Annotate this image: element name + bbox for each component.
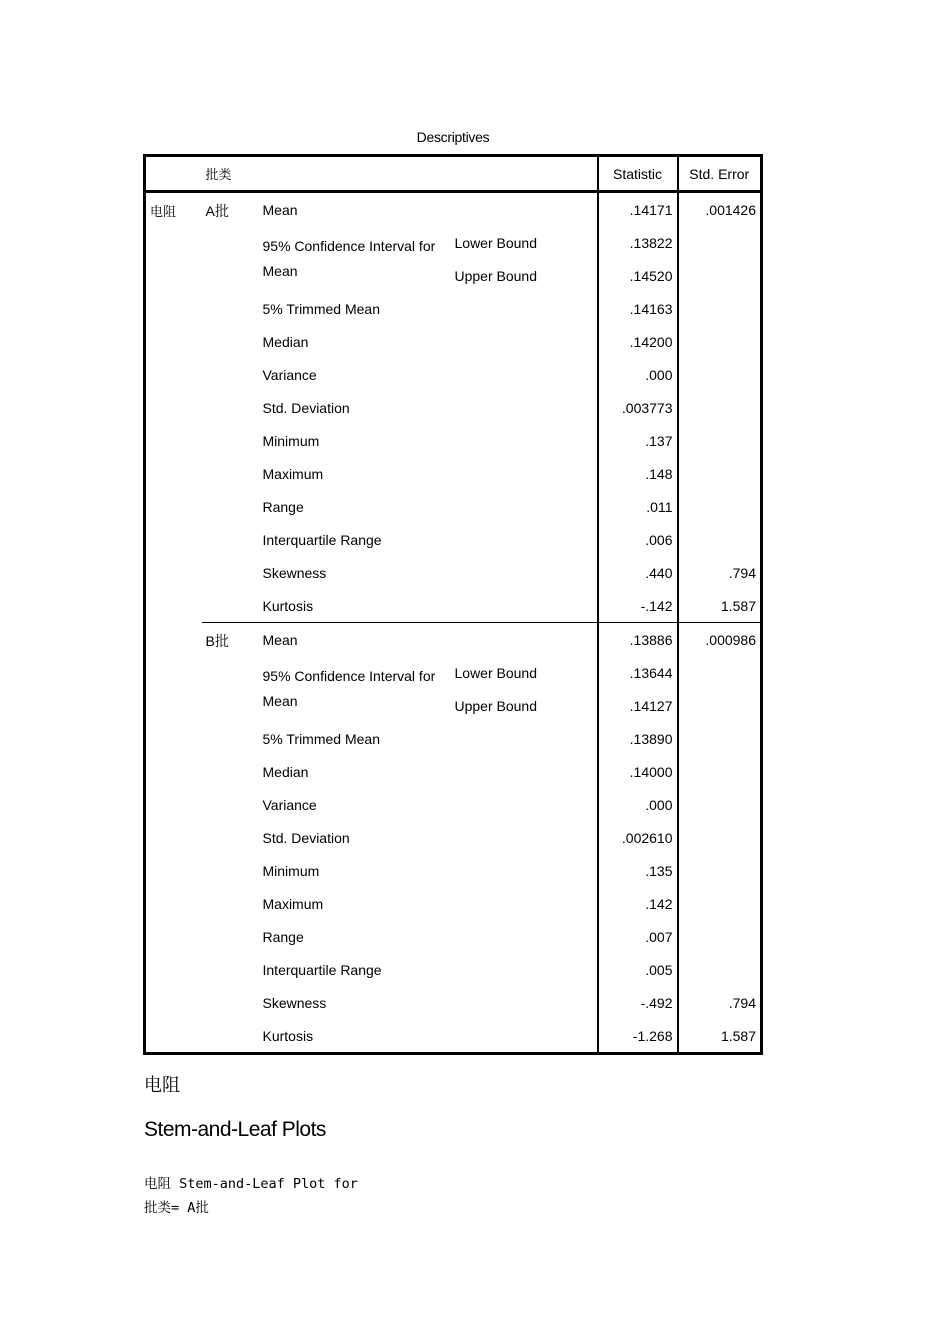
row-label: Median bbox=[262, 333, 309, 350]
table-row bbox=[145, 192, 762, 227]
row-label: Maximum bbox=[262, 465, 324, 482]
variable-label: 电阻 bbox=[150, 205, 177, 220]
std-error-value: .794 bbox=[678, 556, 762, 589]
std-error-value bbox=[678, 953, 762, 986]
row-label: Skewness bbox=[262, 994, 327, 1011]
std-error-value: .000986 bbox=[678, 623, 762, 657]
std-error-value bbox=[678, 523, 762, 556]
statistic-value: .007 bbox=[598, 920, 678, 953]
statistic-value: .440 bbox=[598, 556, 678, 589]
row-label: 5% Trimmed Mean bbox=[262, 300, 380, 317]
statistic-value: -.142 bbox=[598, 589, 678, 623]
statistic-value: .137 bbox=[598, 424, 678, 457]
std-error-value bbox=[678, 788, 762, 821]
header-statistic: Statistic bbox=[598, 156, 678, 192]
row-label: Minimum bbox=[262, 432, 320, 449]
statistic-value: .000 bbox=[598, 358, 678, 391]
statistic-value: .14163 bbox=[598, 292, 678, 325]
std-error-value bbox=[678, 821, 762, 854]
std-error-value bbox=[678, 259, 762, 292]
descriptives-table bbox=[143, 154, 763, 1055]
statistic-value: .003773 bbox=[598, 391, 678, 424]
std-error-value bbox=[678, 490, 762, 523]
statistic-value: .14000 bbox=[598, 755, 678, 788]
std-error-value bbox=[678, 854, 762, 887]
header-group-label: 批类 bbox=[202, 156, 598, 192]
statistic-value: .002610 bbox=[598, 821, 678, 854]
statistic-value: .14520 bbox=[598, 259, 678, 292]
row-label: Interquartile Range bbox=[262, 531, 382, 548]
row-label: Std. Deviation bbox=[262, 399, 350, 416]
row-label: Minimum bbox=[262, 862, 320, 879]
statistic-value: .13644 bbox=[598, 656, 678, 689]
statistic-value: .011 bbox=[598, 490, 678, 523]
table-body bbox=[145, 192, 762, 1054]
statistic-value: .13890 bbox=[598, 722, 678, 755]
std-error-value bbox=[678, 325, 762, 358]
row-label: 5% Trimmed Mean bbox=[262, 730, 380, 747]
ci-label: 95% Confidence Interval for Mean bbox=[262, 238, 436, 279]
statistic-value: .13886 bbox=[598, 623, 678, 657]
row-label: Variance bbox=[262, 796, 317, 813]
std-error-value bbox=[678, 226, 762, 259]
statistic-value: .005 bbox=[598, 953, 678, 986]
std-error-value bbox=[678, 755, 762, 788]
table-row bbox=[145, 623, 762, 657]
table-header-row bbox=[145, 156, 762, 192]
header-std-error: Std. Error bbox=[678, 156, 762, 192]
statistic-value: .135 bbox=[598, 854, 678, 887]
statistic-value: .148 bbox=[598, 457, 678, 490]
std-error-value bbox=[678, 457, 762, 490]
header-empty bbox=[145, 156, 202, 192]
statistic-value: .13822 bbox=[598, 226, 678, 259]
row-label: Kurtosis bbox=[262, 597, 314, 614]
row-label: Variance bbox=[262, 366, 317, 383]
std-error-value bbox=[678, 424, 762, 457]
std-error-value: 1.587 bbox=[678, 1019, 762, 1054]
statistic-value: .142 bbox=[598, 887, 678, 920]
ci-lower-label: Lower Bound bbox=[454, 234, 538, 251]
row-label: Range bbox=[262, 928, 304, 945]
std-error-value bbox=[678, 292, 762, 325]
row-label: Interquartile Range bbox=[262, 961, 382, 978]
section-heading-variable: 电阻 bbox=[144, 1075, 180, 1096]
row-label: Kurtosis bbox=[262, 1027, 314, 1044]
std-error-value bbox=[678, 391, 762, 424]
statistic-value: .000 bbox=[598, 788, 678, 821]
group-label: A批 bbox=[205, 203, 229, 219]
statistic-value: .14127 bbox=[598, 689, 678, 722]
plot-caption-line1: 电阻 Stem-and-Leaf Plot for bbox=[144, 1176, 358, 1192]
std-error-value bbox=[678, 920, 762, 953]
std-error-value: .794 bbox=[678, 986, 762, 1019]
section-heading-plots: Stem-and-Leaf Plots bbox=[144, 1118, 326, 1141]
std-error-value bbox=[678, 887, 762, 920]
row-label: Std. Deviation bbox=[262, 829, 350, 846]
row-label: Mean bbox=[259, 623, 598, 657]
row-label: Skewness bbox=[262, 564, 327, 581]
row-label: Range bbox=[262, 498, 304, 515]
statistic-value: -1.268 bbox=[598, 1019, 678, 1054]
std-error-value bbox=[678, 656, 762, 689]
row-label: Median bbox=[262, 763, 309, 780]
std-error-value bbox=[678, 358, 762, 391]
statistic-value: -.492 bbox=[598, 986, 678, 1019]
ci-upper-label: Upper Bound bbox=[454, 267, 538, 284]
row-label: Mean bbox=[262, 201, 298, 218]
ci-lower-label: Lower Bound bbox=[454, 664, 538, 681]
std-error-value bbox=[678, 689, 762, 722]
group-label: B批 bbox=[202, 623, 259, 1054]
std-error-value: 1.587 bbox=[678, 589, 762, 623]
plot-caption-line2: 批类= A批 bbox=[144, 1200, 209, 1216]
ci-label: 95% Confidence Interval for Mean bbox=[262, 668, 436, 709]
statistic-value: .006 bbox=[598, 523, 678, 556]
std-error-value bbox=[678, 722, 762, 755]
row-label: Maximum bbox=[262, 895, 324, 912]
ci-upper-label: Upper Bound bbox=[454, 697, 538, 714]
statistic-value: .14171 bbox=[598, 192, 678, 227]
table-title: Descriptives bbox=[416, 129, 490, 145]
statistic-value: .14200 bbox=[598, 325, 678, 358]
std-error-value: .001426 bbox=[678, 192, 762, 227]
